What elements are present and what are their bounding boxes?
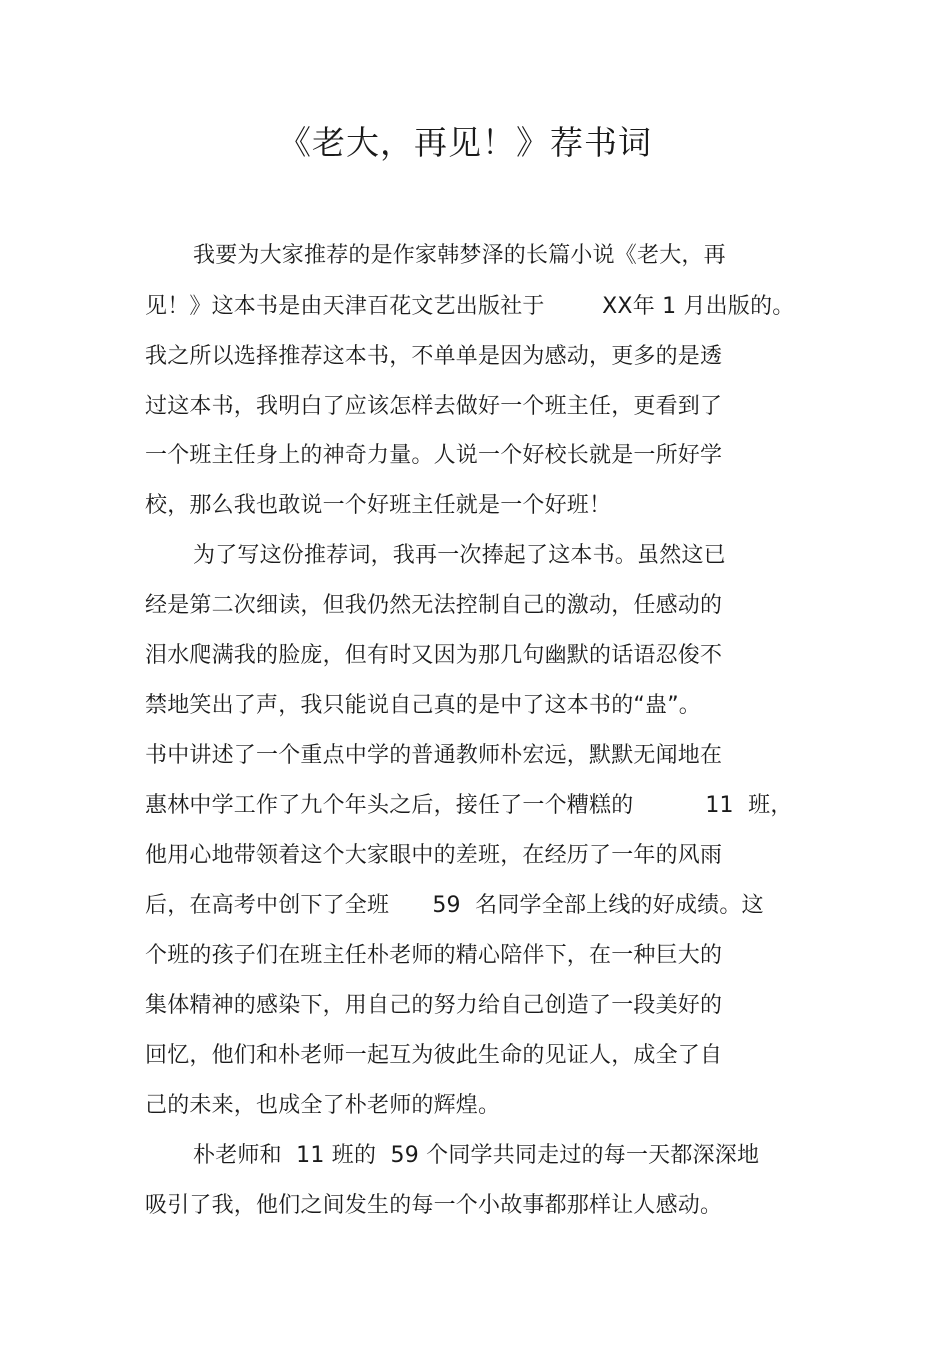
paragraph-line: 集体精神的感染下，用自己的努力给自己创造了一段美好的	[145, 993, 723, 1018]
paragraph-line: 一个班主任身上的神奇力量。人说一个好校长就是一所好学	[145, 443, 723, 468]
paragraph-line: 回忆，他们和朴老师一起互为彼此生命的见证人，成全了自	[145, 1043, 723, 1068]
paragraph-line: 惠林中学工作了九个年头之后，接任了一个糟糕的 11 班，	[145, 793, 793, 818]
paragraph-line: 我之所以选择推荐这本书，不单单是因为感动，更多的是透	[145, 344, 723, 369]
paragraph-line: 校，那么我也敢说一个好班主任就是一个好班！	[145, 493, 612, 518]
document-title: 《老大，再见！》荐书词	[278, 123, 652, 162]
paragraph-line: 见！》这本书是由天津百花文艺出版社于 XX年 1 月出版的。	[145, 294, 795, 319]
paragraph-line: 为了写这份推荐词，我再一次捧起了这本书。虽然这已	[193, 543, 726, 568]
paragraph-line: 他用心地带领着这个大家眼中的差班，在经历了一年的风雨	[145, 843, 723, 868]
paragraph-line: 后，在高考中创下了全班 59 名同学全部上线的好成绩。这	[145, 893, 764, 918]
paragraph-line: 我要为大家推荐的是作家韩梦泽的长篇小说《老大，再	[193, 243, 726, 268]
paragraph-line: 泪水爬满我的脸庞，但有时又因为那几句幽默的话语忍俊不	[145, 643, 723, 668]
paragraph-line: 书中讲述了一个重点中学的普通教师朴宏远，默默无闻地在	[145, 743, 723, 768]
paragraph-line: 禁地笑出了声，我只能说自己真的是中了这本书的“蛊”。	[145, 693, 701, 718]
paragraph-line: 个班的孩子们在班主任朴老师的精心陪伴下，在一种巨大的	[145, 943, 723, 968]
paragraph-line: 经是第二次细读，但我仍然无法控制自己的激动，任感动的	[145, 593, 723, 618]
paragraph-line: 朴老师和 11 班的 59 个同学共同走过的每一天都深深地	[193, 1143, 760, 1168]
paragraph-line: 过这本书，我明白了应该怎样去做好一个班主任，更看到了	[145, 394, 723, 419]
paragraph-line: 己的未来，也成全了朴老师的辉煌。	[145, 1093, 501, 1118]
paragraph-line: 吸引了我，他们之间发生的每一个小故事都那样让人感动。	[145, 1193, 723, 1218]
